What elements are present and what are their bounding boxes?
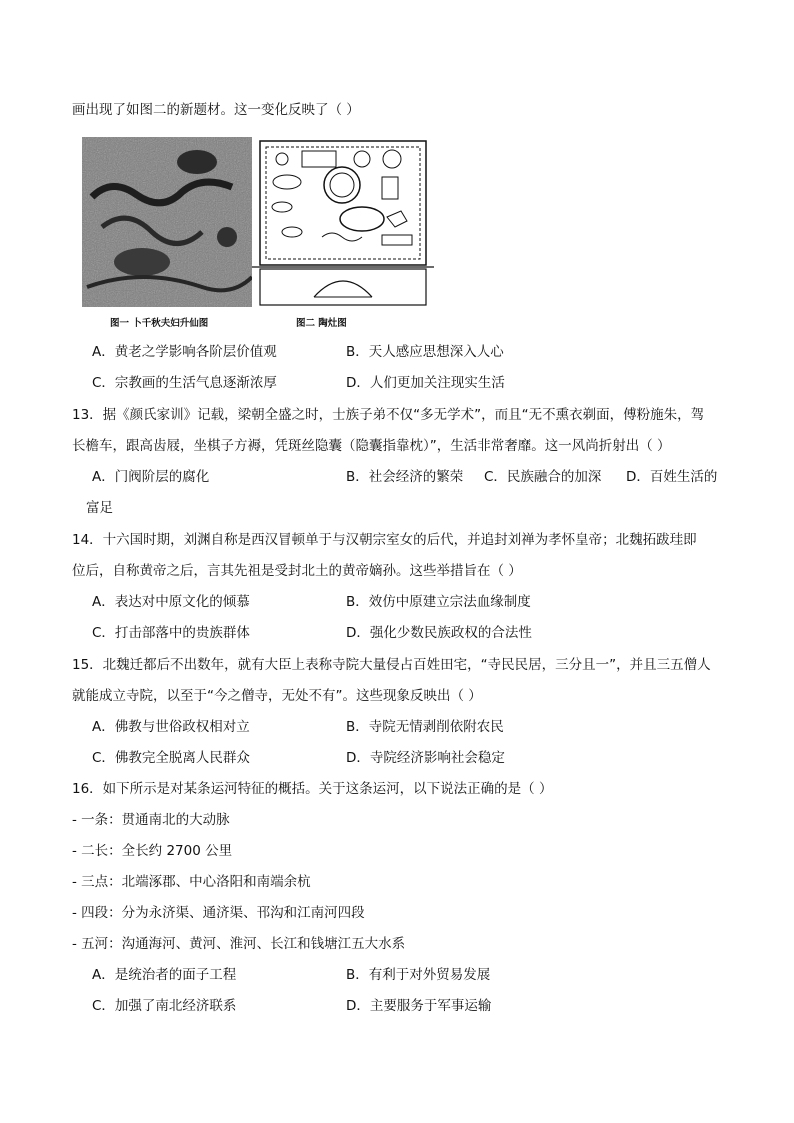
fig1-immortal-ascension-painting	[82, 137, 254, 307]
q16-bullet-2: - 二长：全长约 2700 公里	[72, 843, 233, 859]
q13-option-d-wrap: 富足	[86, 500, 113, 516]
fig2-caption: 图二 陶灶图	[296, 318, 347, 329]
q12-option-c[interactable]: C．宗教画的生活气息逐渐浓厚	[92, 375, 277, 391]
q16-bullet-5: - 五河：沟通海河、黄河、淮河、长江和钱塘江五大水系	[72, 936, 406, 952]
q15-stem-line1: 15．北魏迁都后不出数年，就有大臣上表称寺院大量侵占百姓田宅，“寺民民居，三分且一”，并且三五僧人	[72, 657, 711, 673]
fig1-caption: 图一 卜千秋夫妇升仙图	[110, 318, 209, 329]
q14-option-b[interactable]: B．效仿中原建立宗法血缘制度	[346, 594, 531, 610]
q13-option-b[interactable]: B．社会经济的繁荣	[346, 469, 464, 485]
q16-bullet-3: - 三点：北端涿郡、中心洛阳和南端余杭	[72, 874, 311, 890]
q16-stem-line1: 16．如下所示是对某条运河特征的概括。关于这条运河，以下说法正确的是（ ）	[72, 781, 553, 797]
fig1-image	[82, 137, 254, 307]
q15-option-c[interactable]: C．佛教完全脱离人民群众	[92, 750, 250, 766]
q13-stem-line1: 13．据《颜氏家训》记载，梁朝全盛之时，士族子弟不仅“多无学术”，而且“无不熏衣剃面，傅粉施朱，驾	[72, 407, 705, 423]
q13-stem-line2: 长檐车，跟高齿屐，坐棋子方褥，凭斑丝隐囊（隐囊指靠枕）”，生活非常奢靡。这一风尚折射出（ ）	[72, 438, 671, 454]
q15-option-b[interactable]: B．寺院无情剥削依附农民	[346, 719, 504, 735]
fig2-image	[252, 137, 434, 307]
q15-option-a[interactable]: A．佛教与世俗政权相对立	[92, 719, 250, 735]
q12-option-d[interactable]: D．人们更加关注现实生活	[346, 375, 505, 391]
fig2-pottery-stove-drawing	[252, 137, 434, 307]
q16-option-b[interactable]: B．有利于对外贸易发展	[346, 967, 491, 983]
q13-option-d[interactable]: D．百姓生活的	[626, 469, 718, 485]
q15-stem-line2: 就能成立寺院，以至于“今之僧寺，无处不有”。这些现象反映出（ ）	[72, 688, 482, 704]
q15-option-d[interactable]: D．寺院经济影响社会稳定	[346, 750, 505, 766]
figure-group	[82, 137, 434, 332]
q16-bullet-4: - 四段：分为永济渠、通济渠、邗沟和江南河四段	[72, 905, 365, 921]
q16-option-a[interactable]: A．是统治者的面子工程	[92, 967, 237, 983]
q16-option-d[interactable]: D．主要服务于军事运输	[346, 998, 492, 1014]
q12-option-a[interactable]: A．黄老之学影响各阶层价值观	[92, 344, 277, 360]
q16-bullet-1: - 一条：贯通南北的大动脉	[72, 812, 230, 828]
q14-stem-line1: 14．十六国时期，刘渊自称是西汉冒顿单于与汉朝宗室女的后代，并追封刘禅为孝怀皇帝；北魏拓跋珪即	[72, 532, 697, 548]
q14-stem-line2: 位后，自称黄帝之后，言其先祖是受封北土的黄帝嫡孙。这些举措旨在（ ）	[72, 563, 522, 579]
q16-option-c[interactable]: C．加强了南北经济联系	[92, 998, 237, 1014]
q12-stem-continued: 画出现了如图二的新题材。这一变化反映了（ ）	[72, 102, 360, 118]
q14-option-d[interactable]: D．强化少数民族政权的合法性	[346, 625, 532, 641]
q14-option-c[interactable]: C．打击部落中的贵族群体	[92, 625, 250, 641]
q14-option-a[interactable]: A．表达对中原文化的倾慕	[92, 594, 250, 610]
q13-option-c[interactable]: C．民族融合的加深	[484, 469, 602, 485]
q13-option-a[interactable]: A．门阀阶层的腐化	[92, 469, 210, 485]
q12-option-b[interactable]: B．天人感应思想深入人心	[346, 344, 504, 360]
